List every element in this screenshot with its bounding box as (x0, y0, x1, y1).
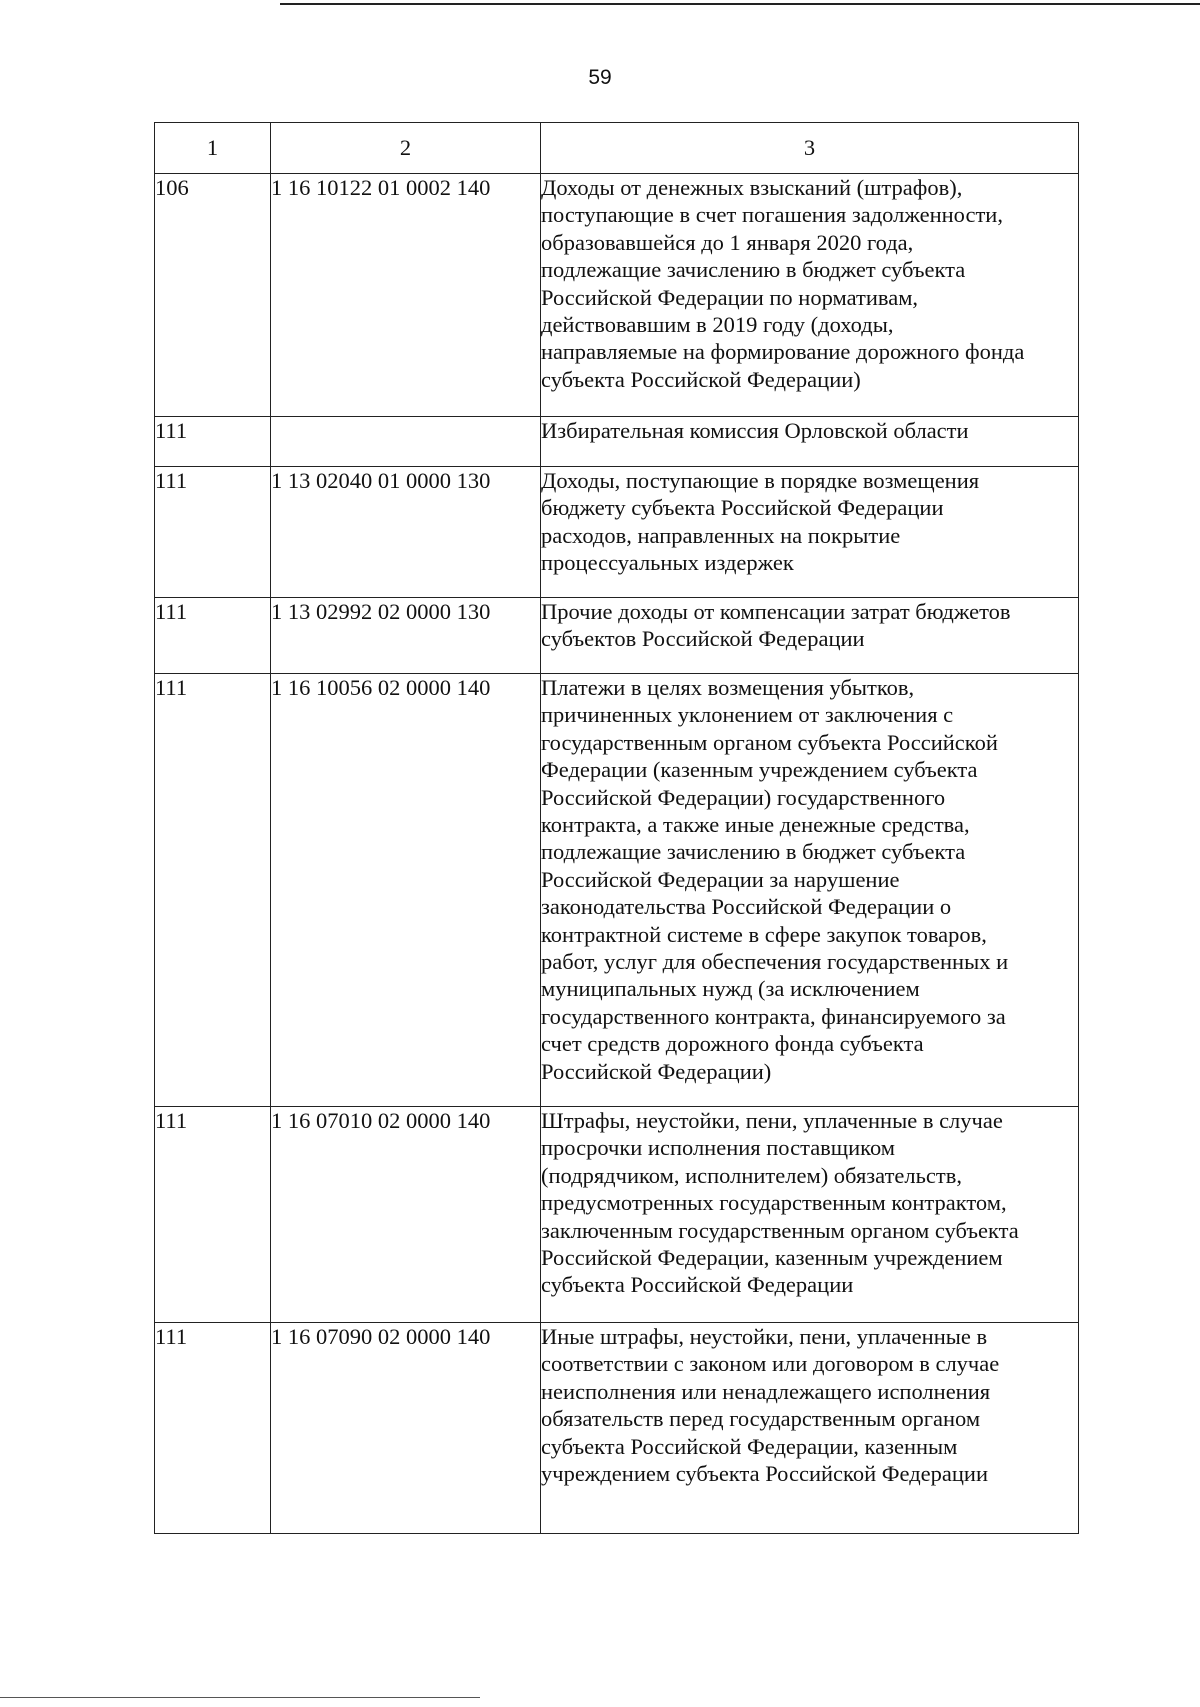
column-header-1: 1 (155, 123, 271, 174)
admin-code-cell: 111 (155, 674, 271, 1107)
admin-code-cell: 111 (155, 467, 271, 598)
table-row (155, 417, 1079, 467)
kbk-code-cell (271, 417, 541, 467)
kbk-code-cell: 1 13 02992 02 0000 130 (271, 598, 541, 674)
bottom-border-line (0, 1697, 480, 1698)
admin-code-cell: 111 (155, 1107, 271, 1323)
description-cell: Иные штрафы, неустойки, пени, уплаченные в соответствии с законом или договором в случае неисполнения или ненадлежащего исполнения обязательств перед государственным органом субъекта Российской Федерации, казенным учреждением субъекта Российской Федерации (541, 1323, 1079, 1534)
table-header-row (155, 123, 1079, 174)
kbk-code-cell: 1 13 02040 01 0000 130 (271, 467, 541, 598)
column-header-2: 2 (271, 123, 541, 174)
kbk-code-cell: 1 16 10056 02 0000 140 (271, 674, 541, 1107)
column-header-3: 3 (541, 123, 1079, 174)
page-number: 59 (588, 66, 612, 89)
top-border-line (280, 3, 1200, 5)
kbk-code-cell: 1 16 10122 01 0002 140 (271, 174, 541, 417)
description-cell: Прочие доходы от компенсации затрат бюджетов субъектов Российской Федерации (541, 598, 1079, 674)
income-codes-table (154, 122, 1079, 1534)
admin-code-cell: 111 (155, 1323, 271, 1534)
description-cell: Доходы от денежных взысканий (штрафов), поступающие в счет погашения задолженности, образовавшейся до 1 января 2020 года, подлежащие зачислению в бюджет субъекта Российской Федерации по нормативам, действовавшим в 2019 году (доходы, направляемые на формирование дорожного фонда субъекта Российской Федерации) (541, 174, 1079, 417)
table-row (155, 1107, 1079, 1323)
description-cell: Доходы, поступающие в порядке возмещения бюджету субъекта Российской Федерации расходов, направленных на покрытие процессуальных издержек (541, 467, 1079, 598)
table-row (155, 598, 1079, 674)
description-cell: Платежи в целях возмещения убытков, причиненных уклонением от заключения с государственным органом субъекта Российской Федерации (казенным учреждением субъекта Российской Федерации) государственного контракта, а также иные денежные средства, подлежащие зачислению в бюджет субъекта Российской Федерации за нарушение законодательства Российской Федерации о контрактной системе в сфере закупок товаров, работ, услуг для обеспечения государственных и муниципальных нужд (за исключением государственного контракта, финансируемого за счет средств дорожного фонда субъекта Российской Федерации) (541, 674, 1079, 1107)
admin-code-cell: 111 (155, 417, 271, 467)
table-row (155, 674, 1079, 1107)
admin-code-cell: 111 (155, 598, 271, 674)
table-row (155, 174, 1079, 417)
description-cell: Штрафы, неустойки, пени, уплаченные в случае просрочки исполнения поставщиком (подрядчиком, исполнителем) обязательств, предусмотренных государственным контрактом, заключенным государственным органом субъекта Российской Федерации, казенным учреждением субъекта Российской Федерации (541, 1107, 1079, 1323)
admin-code-cell: 106 (155, 174, 271, 417)
table-row (155, 467, 1079, 598)
description-cell: Избирательная комиссия Орловской области (541, 417, 1079, 467)
table-row (155, 1323, 1079, 1534)
kbk-code-cell: 1 16 07010 02 0000 140 (271, 1107, 541, 1323)
kbk-code-cell: 1 16 07090 02 0000 140 (271, 1323, 541, 1534)
